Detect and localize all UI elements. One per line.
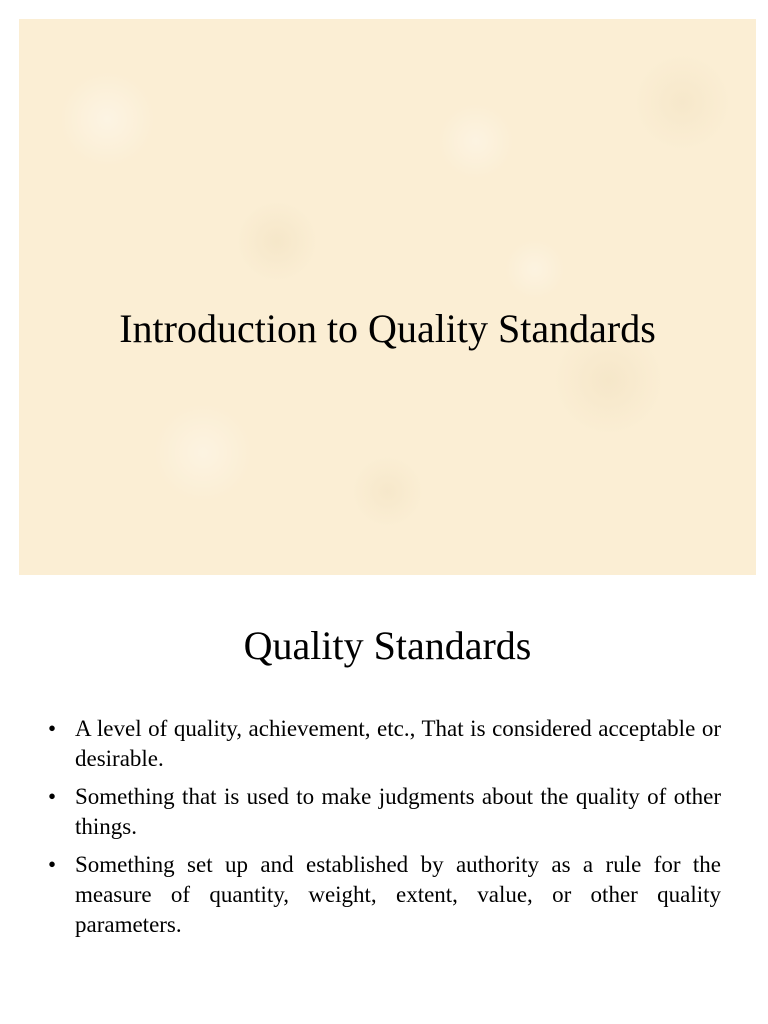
bullet-item [47, 850, 721, 940]
bullet-list [47, 714, 721, 948]
bullet-text: Something set up and established by authority as a rule for the measure of quantity, weight, extent, value, or other quality parameters. [75, 852, 721, 937]
bullet-icon: • [47, 784, 57, 809]
slide-heading: Quality Standards [243, 623, 532, 668]
title-slide [19, 19, 756, 575]
bullet-icon: • [47, 716, 57, 741]
content-slide [19, 590, 756, 1010]
bullet-item [47, 714, 721, 774]
bullet-text: A level of quality, achievement, etc., That is considered acceptable or desirable. [75, 716, 721, 771]
slide-title: Introduction to Quality Standards [119, 306, 656, 351]
bullet-item [47, 782, 721, 842]
bullet-text: Something that is used to make judgments about the quality of other things. [75, 784, 721, 839]
bullet-icon: • [47, 852, 57, 877]
